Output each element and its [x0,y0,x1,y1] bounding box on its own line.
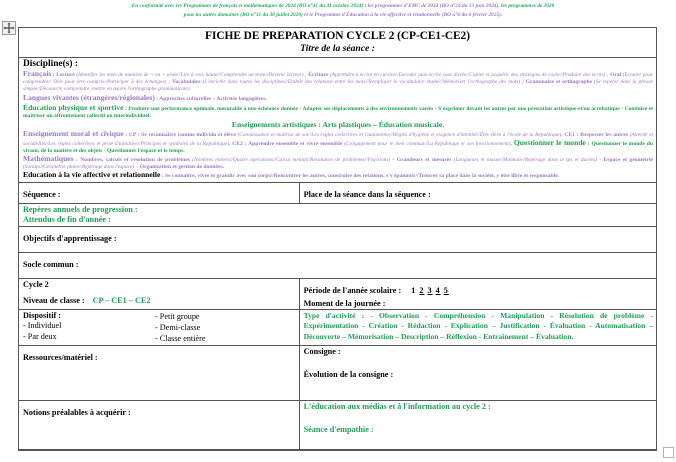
place-sequence-label: Place de la séance dans la séquence : [303,190,431,200]
francais-b3: Oral [610,72,622,78]
dispositif-par-deux[interactable]: - Par deux [23,332,57,342]
notice-line1-part1: En conformité avec les Programmes de français et mathématiques de 2024 (BO n°41 du 31 octobre 2024) ; [131,3,368,9]
maths-t4: – [134,164,140,171]
disciplines-row [19,58,656,183]
moment-label[interactable]: Moment de la journée : [303,299,386,309]
discipline-mathematiques [23,155,653,171]
maths-t1: : [73,156,81,163]
sequence-label: Séquence : [23,190,61,200]
reperes-cell[interactable] [19,204,656,227]
periode-option-3[interactable]: 3 [427,286,433,296]
emc-t2: . CE1 : Respecter les autres [561,131,630,138]
periode-cell [300,279,656,310]
emc-i3: (L'engagement pour le bien commun//La République et son fonctionnement) [344,140,511,147]
maths-t2: - [390,156,397,163]
ressources-cell[interactable] [19,346,300,401]
cycle-periode-row [19,279,656,310]
session-title-label[interactable]: Titre de la séance : [300,43,375,54]
dispositif-cell [19,310,300,346]
evolution-consigne-label: Évolution de la consigne : [303,370,394,380]
emc-label: Enseignement moral et civique [23,128,124,138]
dispositif-classe-entiere[interactable]: - Classe entière [155,334,206,344]
objectifs-cell[interactable] [19,227,656,253]
type-activite-label: Type d'activité : [303,311,365,321]
cycle-cell [19,279,300,310]
attendus-label: Attendus de fin d'année : [23,215,111,225]
notice-line2-part1: pour les autres domaines (BO n°31 du 30 juillet 2020) [183,12,305,19]
francais-i3: (Ecouter pour comprendre// Dire pour être compris//Participer à des échanges) ; [23,72,653,86]
emc-t4: . [510,140,514,147]
francais-i4: (L'enrichir dans toutes les disciplines//Etablir des relations entre les mots//Remployer le vocabulaire étudié//Mémoriser l'orthographe des mots) ; [200,79,526,86]
dispositif-label: Dispositif : [23,311,61,321]
francais-i2: (Apprendre à écrire en cursive//Encoder puis écrire sous dictée//Copier et acquérir des stratégies de copie//Produire des écrits) ; [328,72,611,78]
socle-row [19,253,656,279]
emc-i1: (Connaissance et maîtrise de soi//Les règles collectives et l'autonomie//Règles d'hygiène et exigence d'intimité//Être élève à l'école de la République) [237,131,562,138]
sequence-cell[interactable] [19,183,300,204]
qlm-text: : Questionner le monde du vivant, de la matière et des objets - Questionner l'espace et le temps. [23,140,653,154]
francais-b1: Lecture [56,72,75,78]
preparation-sheet-table [18,27,657,451]
dispositif-activite-row [19,310,656,346]
emc-t3: . CE2 : Apprendre ensemble et vivre ensemble [228,140,345,147]
qlm-label: Questionner le monde [513,137,586,147]
eps-text: : Produire une performance optimale, mesurable à une échéance donnée - Adapter ses déplacements à des environnements variés - S'exprimer devant les autres par une prestation artistique et/ou acrobatique - Conduire et maîtriser un affrontement collectif ou interindividuel. [23,106,653,120]
francais-b2: Écriture [308,72,329,78]
evar-text: : Se connaître, vivre et grandir avec son corps//Rencontrer les autres, construire des relations, s'y épanouir//Trouver sa place dans la société, y être libre et responsable. [160,173,559,180]
socle-label: Socle commun : [23,260,79,270]
discipline-emc [23,130,653,155]
langues-text: : Approches culturelles – Activités langagières. [154,96,267,103]
title-cell [19,28,656,58]
maths-b1: Nombres, calculs et résolution de problèmes [80,156,190,163]
page-title: FICHE DE PREPARATION CYCLE 2 (CP-CE1-CE2) [205,30,470,42]
francais-b5: Grammaire et orthographe [525,79,593,86]
notice-line1-part2: les programmes d'EMC de 2024 (BO n°24 du 13 juin 2024), [367,3,502,9]
francais-label: Français [23,69,52,78]
title-row [19,28,656,58]
objectifs-label: Objectifs d'apprentissage : [23,234,117,244]
ressources-consigne-row [19,346,656,401]
niveau-value[interactable]: CP – CE1 – CE2 [92,296,151,306]
socle-cell[interactable] [19,253,656,279]
periode-label: Période de l'année scolaire : [303,286,402,296]
cycle-label: Cycle 2 [23,280,49,290]
notions-label: Notions préalables à acquérir : [23,408,131,418]
maths-i1: (Nombres entiers//Quatre opérations//Calcul mental//Résolution de problèmes//Fractions) [189,156,391,163]
francais-i5: (Se repérer dans la phrase simple//Découvrir, comprendre, mettre en œuvre l'orthographe grammaticale). [23,79,654,93]
consigne-label: Consigne : [303,347,341,357]
periode-option-5[interactable]: 5 [443,286,449,296]
francais-sep: : [51,72,57,78]
sequence-row [19,183,656,204]
periode-option-2[interactable]: 2 [419,286,425,296]
francais-i1: (Identifier les mots de manière de + en + aisée//Lire à voix haute//Comprendre un texte//Devenir lecteur) ; [74,72,309,78]
eps-label: Éducation physique et sportive [23,103,124,113]
type-activite-text[interactable]: - Observation - Compréhension - Manipulation - Résolution de problème - Expérimentation - Création - Rédaction - Explication – Justification - Évaluation - Automatisation – Découverte – Mémorisation – Description – Réflexion - Entraînement – Évaluation. [303,311,654,341]
type-activite-cell [300,310,656,346]
maths-t5: . [222,164,225,171]
niveau-label: Niveau de classe : [23,296,85,306]
maths-b4: Organisation et gestion de données [139,164,223,171]
periode-option-4[interactable]: 4 [435,286,441,296]
langues-label: Langues vivantes (étrangères/régionales) [23,93,155,103]
conformity-notice [22,2,664,20]
ressources-label: Ressources/matériel : [23,353,98,363]
emi-cell[interactable] [300,401,656,451]
disciplines-heading: Discipline(s) : [23,59,78,69]
place-sequence-cell[interactable] [300,183,656,204]
discipline-vie-affective [23,171,653,180]
notice-line1-part3: les programmes de 2020 [501,3,555,9]
dispositif-petit-groupe[interactable]: - Petit groupe [155,312,200,322]
discipline-eps [23,104,653,120]
francais-b4: Vocabulaire [171,79,201,86]
emc-i2: (Altérité et sociabilité//Les règles collectives et prise d'initiative//Principes et symboles de la République) [23,131,654,147]
reperes-row [19,204,656,227]
dispositif-demi-classe[interactable]: - Demi-classe [155,323,201,333]
evar-label: Education à la vie affective et relationnelle [23,170,161,180]
periode-option-1[interactable]: 1 [411,286,417,296]
reperes-label: Repères annuels de progression : [23,205,138,215]
maths-b2: Grandeurs et mesures [396,156,452,163]
consigne-cell[interactable] [300,346,656,401]
notice-line2-part2: et le Programme d'Éducation à la vie affective et relationnelle (BO n°6 du 6 février 2025). [304,12,503,19]
discipline-langues-vivantes [23,94,653,103]
maths-label: Mathématiques [23,153,74,163]
emc-t1: : CP : Se reconnaître comme individu et élève [123,131,238,138]
discipline-francais [23,70,653,93]
emi-label: L'éducation aux médias et à l'information au cycle 2 : [303,402,491,412]
maths-i2: (Longueurs et masse//Monnaie//Repérage dans le tps et durées) [451,156,597,163]
notions-cell[interactable] [19,401,300,451]
notions-emi-row [19,401,656,451]
disciplines-cell [19,58,656,183]
table-move-handle-icon[interactable] [2,21,16,35]
arts-label: Enseignements artistiques : Arts plastiques – Éducation musicale. [231,119,445,129]
objectifs-row [19,227,656,253]
table-bottom-edge [18,449,657,450]
maths-b3: Espace et géométrie [603,156,653,163]
resize-handle[interactable] [663,447,674,458]
maths-t3: - [596,156,604,163]
dispositif-individuel[interactable]: - Individuel [23,321,62,331]
maths-i3: (Solides//Géométrie plane//Repérage dans l'espace) [23,164,135,171]
seance-empathie-label: Séance d'empathie : [303,425,374,435]
